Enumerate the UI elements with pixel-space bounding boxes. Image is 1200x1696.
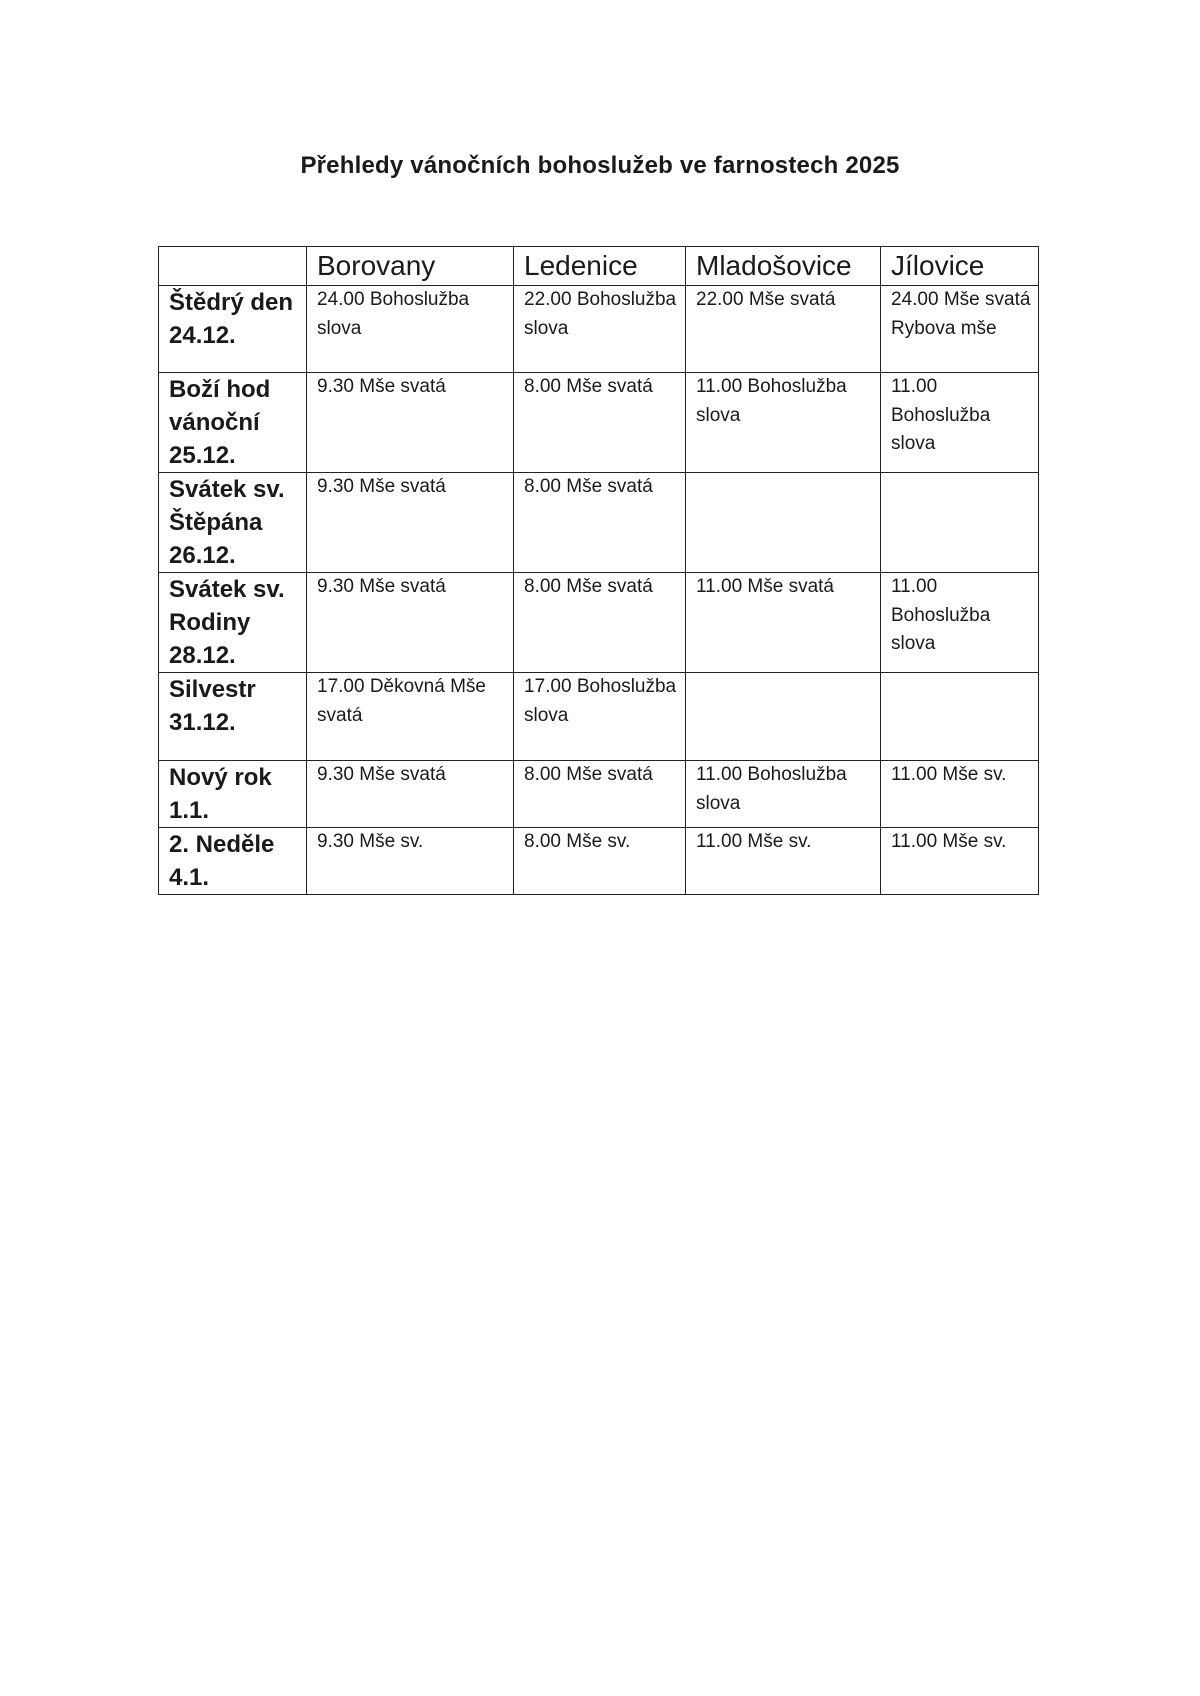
day-cell	[159, 761, 307, 828]
day-label: 2. Neděle	[169, 831, 275, 858]
column-header-borovany: Borovany	[307, 247, 514, 286]
service-cell: 9.30 Mše sv.	[307, 828, 514, 895]
day-cell	[159, 573, 307, 673]
service-cell: 8.00 Mše svatá	[514, 761, 686, 828]
day-cell	[159, 828, 307, 895]
service-cell: 11.00 Mše svatá	[686, 573, 881, 673]
day-cell	[159, 473, 307, 573]
service-cell: 8.00 Mše svatá	[514, 373, 686, 473]
header-corner-cell	[159, 247, 307, 286]
service-cell	[881, 673, 1039, 761]
service-cell: 22.00 Mše svatá	[686, 286, 881, 373]
day-cell	[159, 286, 307, 373]
day-label: Svátek sv. Štěpána	[169, 476, 285, 536]
table-header-row	[159, 247, 1039, 286]
service-cell: 24.00 Bohoslužba slova	[307, 286, 514, 373]
schedule-table	[158, 246, 1039, 895]
day-date: 4.1.	[169, 864, 210, 891]
service-cell: 9.30 Mše svatá	[307, 473, 514, 573]
column-header-jilovice: Jílovice	[881, 247, 1039, 286]
day-label: Silvestr	[169, 676, 256, 703]
service-cell: 11.00 Bohoslužba slova	[881, 573, 1039, 673]
service-cell: 8.00 Mše svatá	[514, 573, 686, 673]
service-cell: 11.00 Bohoslužba slova	[686, 373, 881, 473]
service-cell: 17.00 Děkovná Mše svatá	[307, 673, 514, 761]
service-cell: 11.00 Mše sv.	[881, 761, 1039, 828]
day-date: 24.12.	[169, 322, 236, 349]
table-row	[159, 573, 1039, 673]
service-cell: 8.00 Mše svatá	[514, 473, 686, 573]
service-cell	[686, 473, 881, 573]
service-cell: 24.00 Mše svatá Rybova mše	[881, 286, 1039, 373]
column-header-ledenice: Ledenice	[514, 247, 686, 286]
day-cell	[159, 673, 307, 761]
table-row	[159, 673, 1039, 761]
table-row	[159, 286, 1039, 373]
service-cell	[686, 673, 881, 761]
service-cell: 11.00 Mše sv.	[686, 828, 881, 895]
day-date: 25.12.	[169, 442, 236, 469]
service-cell: 11.00 Bohoslužba slova	[881, 373, 1039, 473]
day-date: 26.12.	[169, 542, 236, 569]
service-cell: 9.30 Mše svatá	[307, 573, 514, 673]
table-row	[159, 761, 1039, 828]
day-cell	[159, 373, 307, 473]
service-cell: 22.00 Bohoslužba slova	[514, 286, 686, 373]
day-label: Štědrý den	[169, 289, 294, 316]
service-cell: 8.00 Mše sv.	[514, 828, 686, 895]
service-cell: 11.00 Bohoslužba slova	[686, 761, 881, 828]
table-row	[159, 828, 1039, 895]
page-title: Přehledy vánočních bohoslužeb ve farnostech 2025	[300, 152, 900, 179]
day-label: Svátek sv. Rodiny	[169, 576, 285, 636]
day-label: Boží hod vánoční	[169, 376, 271, 436]
column-header-mladosovice: Mladošovice	[686, 247, 881, 286]
table-row	[159, 473, 1039, 573]
day-date: 1.1.	[169, 797, 210, 824]
day-date: 31.12.	[169, 709, 236, 736]
day-label: Nový rok	[169, 764, 272, 791]
service-cell: 9.30 Mše svatá	[307, 373, 514, 473]
service-cell	[881, 473, 1039, 573]
table-row	[159, 373, 1039, 473]
day-date: 28.12.	[169, 642, 236, 669]
service-cell: 11.00 Mše sv.	[881, 828, 1039, 895]
service-cell: 17.00 Bohoslužba slova	[514, 673, 686, 761]
service-cell: 9.30 Mše svatá	[307, 761, 514, 828]
